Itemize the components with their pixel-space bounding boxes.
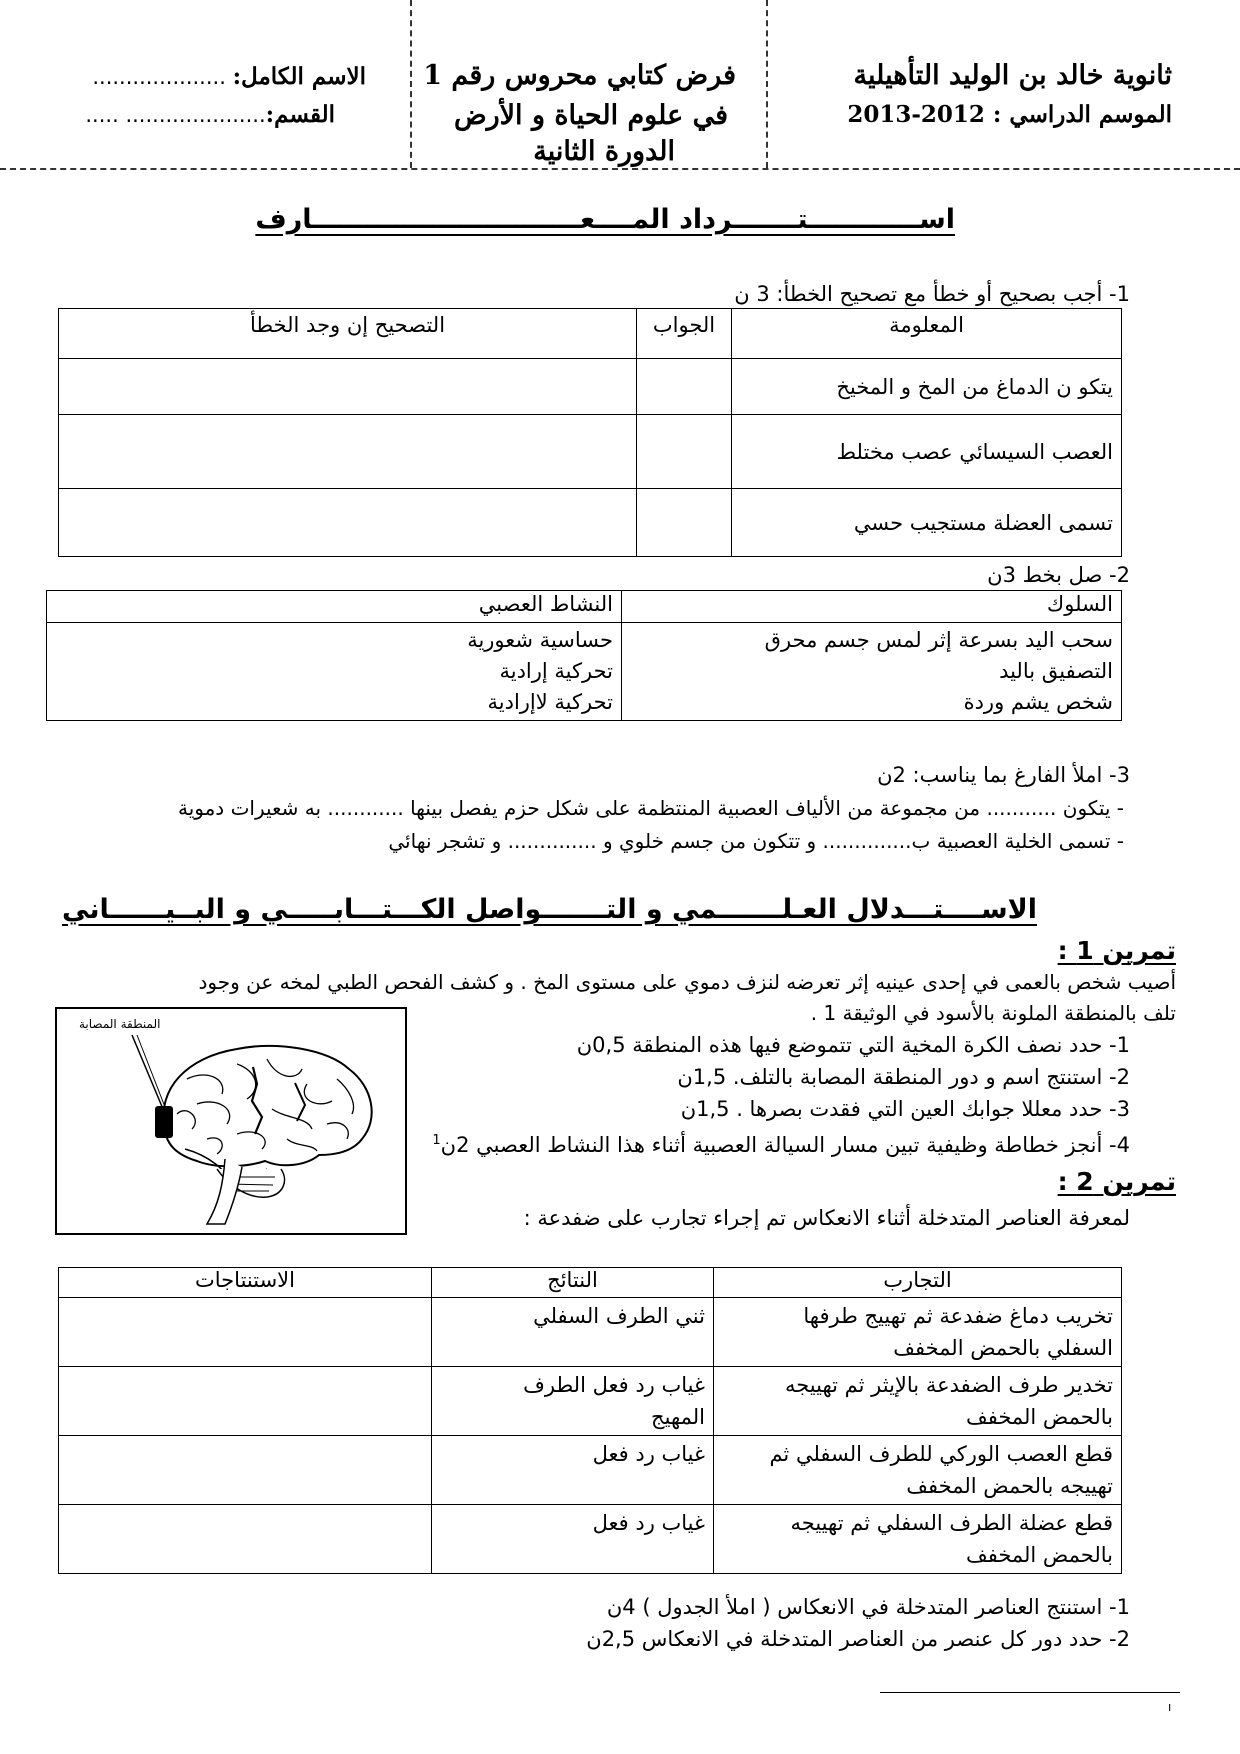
ex1-question-4 xyxy=(432,1126,1130,1160)
table-row xyxy=(59,1436,1122,1505)
q3-fill-line-1[interactable]: - يتكون ........... من مجموعة من الألياف العصبية المنتظمة على شكل حزم يفصل بينها ............ به شعيرات دموية xyxy=(177,796,1124,820)
ex2-col-results: النتائج xyxy=(432,1268,714,1298)
exam-subject: في علوم الحياة و الأرض xyxy=(453,100,728,131)
ex2-conclusion-cell-1[interactable] xyxy=(59,1298,432,1367)
q1-answer-cell-3[interactable] xyxy=(637,489,732,557)
footnote-ref: 1 xyxy=(432,1133,441,1148)
q1-statement-1: يتكو ن الدماغ من المخ و المخيخ xyxy=(732,359,1122,415)
q1-col-info: المعلومة xyxy=(732,309,1122,359)
q3-fill-line-2[interactable]: - تسمى الخلية العصبية ب.............. و تتكون من جسم خلوي و .............. و تشجر نهائي xyxy=(388,829,1124,853)
table-row xyxy=(59,1505,1122,1574)
name-label: الاسم الكامل: xyxy=(232,63,366,90)
q2-prompt: 2- صل بخط 3ن xyxy=(987,563,1130,587)
q1-answer-cell-1[interactable] xyxy=(637,359,732,415)
q1-correction-cell-2[interactable] xyxy=(59,415,637,489)
q3-prompt: 3- املأ الفارغ بما يناسب: 2ن xyxy=(877,763,1130,787)
q2-behavior-2: التصفيق باليد xyxy=(999,659,1113,683)
ex2-conclusion-cell-3[interactable] xyxy=(59,1436,432,1505)
q1-table-header-row xyxy=(59,309,1122,359)
exercise1-label: تمرين 1 : xyxy=(1057,936,1176,965)
table-row xyxy=(47,623,1122,721)
ex2-result-3 xyxy=(432,1436,714,1505)
table-row xyxy=(59,415,1122,489)
q2-col-activity: النشاط العصبي xyxy=(47,591,622,623)
ex2-experiment-1-line-1: تخريب دماغ ضفدعة ثم تهييج طرفها xyxy=(803,1304,1113,1328)
document-1-figure xyxy=(55,1007,407,1235)
q1-answer-cell-2[interactable] xyxy=(637,415,732,489)
ex2-experiment-3-line-1: قطع العصب الوركي للطرف السفلي ثم xyxy=(769,1442,1113,1466)
ex2-col-conclusions: الاستنتاجات xyxy=(59,1268,432,1298)
ex2-experiment-2-line-2: بالحمض المخفف xyxy=(965,1405,1113,1429)
q1-prompt: 1- أجب بصحيح أو خطأ مع تصحيح الخطأ: 3 ن xyxy=(734,282,1130,306)
q2-table xyxy=(46,590,1122,721)
ex2-question-1: 1- استنتج العناصر المتدخلة في الانعكاس ( املأ الجدول ) 4ن xyxy=(606,1595,1130,1619)
ex2-result-3-line-1: غياب رد فعل xyxy=(592,1442,705,1466)
ex2-conclusion-cell-4[interactable] xyxy=(59,1505,432,1574)
class-field[interactable] xyxy=(85,98,335,132)
ex2-experiment-4-line-1: قطع عضلة الطرف السفلي ثم تهييجه xyxy=(790,1511,1113,1535)
exercise2-label: تمرين 2 : xyxy=(1057,1167,1176,1196)
exam-title: فرض كتابي محروس رقم 1 xyxy=(423,60,736,91)
q2-behavior-3: شخص يشم وردة xyxy=(963,690,1113,714)
q1-table xyxy=(58,308,1122,557)
exam-term: الدورة الثانية xyxy=(533,136,675,167)
q2-col-behavior: السلوك xyxy=(622,591,1122,623)
footnote-rule xyxy=(880,1692,1180,1693)
table-row xyxy=(59,489,1122,557)
ex2-col-experiments: التجارب xyxy=(714,1268,1122,1298)
table-row xyxy=(59,359,1122,415)
school-season: الموسم الدراسي : 2012-2013 xyxy=(847,101,1172,128)
table-row xyxy=(59,1367,1122,1436)
q2-behavior-1: سحب اليد بسرعة إثر لمس جسم محرق xyxy=(764,628,1113,652)
ex2-result-4-line-1: غياب رد فعل xyxy=(592,1511,705,1535)
ex1-intro-line-1: أصيب شخص بالعمى في إحدى عينيه إثر تعرضه لنزف دموي على مستوى المخ . و كشف الفحص الطبي لمخه عن وجود xyxy=(198,970,1176,994)
ex2-result-2-line-2: المهيج xyxy=(651,1405,705,1429)
q2-activity-2: تحركية إرادية xyxy=(499,659,613,683)
class-dots-extra: ..... xyxy=(85,103,119,127)
table-row xyxy=(59,1298,1122,1367)
name-dots: .................... xyxy=(92,65,226,89)
q2-activity-1: حساسية شعورية xyxy=(467,628,613,652)
ex2-result-2 xyxy=(432,1367,714,1436)
ex2-result-2-line-1: غياب رد فعل الطرف xyxy=(523,1373,705,1397)
q2-activities-cell[interactable] xyxy=(47,623,622,721)
ex1-question-2: 2- استنتج اسم و دور المنطقة المصابة بالتلف. 1,5ن xyxy=(677,1065,1130,1089)
ex2-experiment-1-line-2: السفلي بالحمض المخفف xyxy=(893,1336,1113,1360)
q1-col-answer: الجواب xyxy=(637,309,732,359)
q1-correction-cell-1[interactable] xyxy=(59,359,637,415)
q2-behaviors-cell[interactable] xyxy=(622,623,1122,721)
section2-title: الاســــتـــدلال العـلـــــــمي و التـــــــواصل الكـــتـــابـــــي و البــيــــــاني xyxy=(62,894,1037,925)
ex2-experiment-3 xyxy=(714,1436,1122,1505)
ex2-experiment-2-line-1: تخدير طرف الضفدعة بالإيثر ثم تهييجه xyxy=(784,1373,1113,1397)
school-name: ثانوية خالد بن الوليد التأهيلية xyxy=(853,60,1172,91)
q1-statement-2: العصب السيسائي عصب مختلط xyxy=(732,415,1122,489)
ex2-experiment-2 xyxy=(714,1367,1122,1436)
ex2-experiment-4 xyxy=(714,1505,1122,1574)
brain-icon xyxy=(57,1009,405,1233)
ex1-question-1: 1- حدد نصف الكرة المخية التي تتموضع فيها هذه المنطقة 0,5ن xyxy=(576,1033,1130,1057)
damaged-area-label: المنطقة المصابة xyxy=(79,1017,161,1031)
ex1-intro-line-2: تلف بالمنطقة الملونة بالأسود في الوثيقة 1 . xyxy=(810,1001,1176,1025)
ex2-result-1-line-1: ثني الطرف السفلي xyxy=(533,1304,705,1328)
name-field[interactable] xyxy=(92,60,366,94)
q2-table-header-row xyxy=(47,591,1122,623)
q2-activity-3: تحركية لاإرادية xyxy=(487,690,613,714)
ex1-question-3: 3- حدد معللا جوابك العين التي فقدت بصرها . 1,5ن xyxy=(680,1097,1130,1121)
ex2-result-4 xyxy=(432,1505,714,1574)
section1-title: اســــــــــــتـــــــرداد المــــعـــــــــــــــــــــــــــــارف xyxy=(255,204,955,235)
ex2-experiment-1 xyxy=(714,1298,1122,1367)
header-divider-left xyxy=(410,0,412,168)
header-divider-right xyxy=(766,0,768,168)
ex2-table xyxy=(58,1267,1122,1574)
q1-correction-cell-3[interactable] xyxy=(59,489,637,557)
ex1-question-4-text: 4- أنجز خطاطة وظيفية تبين مسار السيالة العصبية أثناء هذا النشاط العصبي 2ن xyxy=(440,1133,1130,1157)
ex2-intro: لمعرفة العناصر المتدخلة أثناء الانعكاس تم إجراء تجارب على ضفدعة : xyxy=(523,1206,1130,1230)
q1-statement-3: تسمى العضلة مستجيب حسي xyxy=(732,489,1122,557)
class-dots: ..................... xyxy=(125,103,266,127)
ex2-experiment-4-line-2: بالحمض المخفف xyxy=(965,1543,1113,1567)
ex2-conclusion-cell-2[interactable] xyxy=(59,1367,432,1436)
ex2-question-2: 2- حدد دور كل عنصر من العناصر المتدخلة في الانعكاس 2,5ن xyxy=(586,1627,1130,1651)
ex2-result-1 xyxy=(432,1298,714,1367)
ex2-experiment-3-line-2: تهييجه بالحمض المخفف xyxy=(906,1474,1113,1498)
q1-col-correction: التصحيح إن وجد الخطأ xyxy=(59,309,637,359)
class-label: القسم: xyxy=(265,101,335,128)
page-mark: ı xyxy=(1168,1700,1172,1714)
ex2-table-header-row xyxy=(59,1268,1122,1298)
